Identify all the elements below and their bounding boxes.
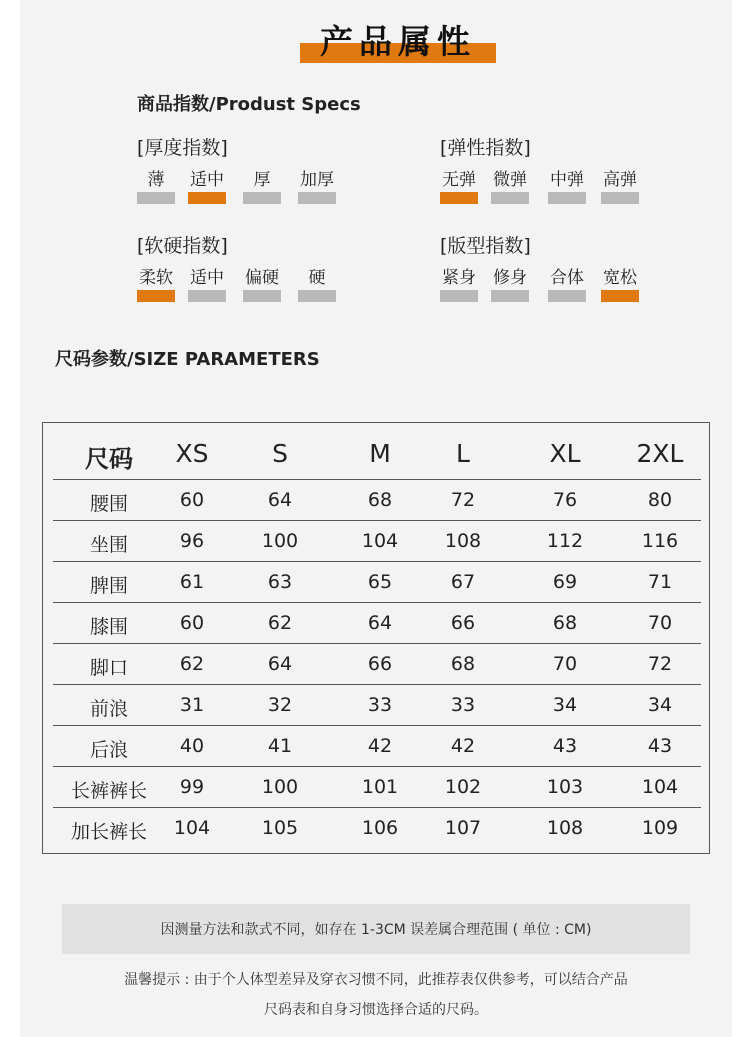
table-cell: 102 — [444, 776, 482, 798]
table-cell: 101 — [361, 776, 399, 798]
table-cell: 69 — [552, 571, 578, 593]
table-cell: 109 — [641, 817, 679, 839]
table-cell: 99 — [179, 776, 205, 798]
index-title: [版型指数] — [440, 235, 531, 257]
table-cell: 106 — [361, 817, 399, 839]
size-column-header: L — [456, 439, 470, 468]
index-bar — [243, 192, 281, 204]
table-cell: 66 — [450, 612, 476, 634]
table-divider — [53, 602, 701, 603]
index-option: 微弹 — [493, 170, 527, 190]
table-divider — [53, 479, 701, 480]
table-cell: 60 — [179, 612, 205, 634]
table-cell: 68 — [367, 489, 393, 511]
size-table — [42, 422, 710, 854]
index-bar-selected — [188, 192, 226, 204]
row-label: 脾围 — [89, 575, 128, 597]
table-cell: 43 — [647, 735, 673, 757]
specs-heading: 商品指数/Produst Specs — [137, 94, 361, 115]
table-cell: 72 — [450, 489, 476, 511]
index-bar-selected — [137, 290, 175, 302]
table-cell: 33 — [367, 694, 393, 716]
table-cell: 62 — [179, 653, 205, 675]
table-cell: 105 — [261, 817, 299, 839]
table-divider — [53, 561, 701, 562]
table-cell: 108 — [444, 530, 482, 552]
index-bar — [601, 192, 639, 204]
row-label: 脚口 — [89, 657, 128, 679]
row-label: 腰围 — [89, 493, 128, 515]
index-option: 中弹 — [550, 170, 584, 190]
size-heading: 尺码参数/SIZE PARAMETERS — [55, 349, 320, 370]
table-cell: 63 — [267, 571, 293, 593]
index-option: 无弹 — [442, 170, 476, 190]
table-divider — [53, 807, 701, 808]
index-option: 宽松 — [603, 268, 637, 288]
index-title: [厚度指数] — [137, 137, 228, 159]
table-cell: 108 — [546, 817, 584, 839]
size-column-header: M — [369, 439, 391, 468]
table-cell: 116 — [641, 530, 679, 552]
table-cell: 32 — [267, 694, 293, 716]
index-bar — [243, 290, 281, 302]
index-option: 薄 — [147, 170, 165, 190]
size-column-header: S — [272, 439, 288, 468]
table-cell: 42 — [367, 735, 393, 757]
table-cell: 70 — [552, 653, 578, 675]
table-cell: 64 — [267, 489, 293, 511]
index-option: 修身 — [493, 268, 527, 288]
index-bar — [137, 192, 175, 204]
page-title: 产品属性 — [320, 22, 476, 61]
index-bar-selected — [440, 192, 478, 204]
table-cell: 103 — [546, 776, 584, 798]
table-cell: 76 — [552, 489, 578, 511]
index-option: 适中 — [190, 170, 224, 190]
table-corner-label: 尺码 — [85, 445, 133, 473]
table-cell: 104 — [173, 817, 211, 839]
table-cell: 65 — [367, 571, 393, 593]
size-column-header: XL — [549, 439, 581, 468]
index-title: [软硬指数] — [137, 235, 228, 257]
table-cell: 31 — [179, 694, 205, 716]
index-option: 柔软 — [139, 268, 173, 288]
index-option: 紧身 — [442, 268, 476, 288]
index-option: 高弹 — [603, 170, 637, 190]
row-label: 长裤裤长 — [70, 780, 147, 802]
table-cell: 96 — [179, 530, 205, 552]
index-bar — [298, 290, 336, 302]
index-title: [弹性指数] — [440, 137, 531, 159]
index-option: 适中 — [190, 268, 224, 288]
row-label: 后浪 — [89, 739, 128, 761]
table-cell: 107 — [444, 817, 482, 839]
index-option: 硬 — [308, 268, 326, 288]
table-cell: 112 — [546, 530, 584, 552]
index-bar — [298, 192, 336, 204]
table-cell: 61 — [179, 571, 205, 593]
index-option: 合体 — [550, 268, 584, 288]
index-bar — [491, 290, 529, 302]
table-cell: 71 — [647, 571, 673, 593]
row-label: 加长裤长 — [70, 821, 147, 843]
table-divider — [53, 520, 701, 521]
index-bar — [548, 290, 586, 302]
table-cell: 70 — [647, 612, 673, 634]
table-cell: 100 — [261, 530, 299, 552]
row-label: 前浪 — [89, 698, 128, 720]
table-cell: 41 — [267, 735, 293, 757]
index-bar — [548, 192, 586, 204]
table-cell: 62 — [267, 612, 293, 634]
table-cell: 60 — [179, 489, 205, 511]
table-cell: 66 — [367, 653, 393, 675]
tip-line-1: 温馨提示 : 由于个人体型差异及穿衣习惯不同，此推荐表仅供参考，可以结合产品 — [124, 972, 628, 988]
table-cell: 34 — [647, 694, 673, 716]
table-cell: 67 — [450, 571, 476, 593]
measurement-note: 因测量方法和款式不同，如存在 1-3CM 误差属合理范围 ( 单位 : CM) — [160, 922, 592, 938]
index-bar — [491, 192, 529, 204]
table-cell: 68 — [450, 653, 476, 675]
size-column-header: 2XL — [636, 439, 684, 468]
index-option: 加厚 — [300, 170, 334, 190]
table-cell: 40 — [179, 735, 205, 757]
table-divider — [53, 643, 701, 644]
table-cell: 100 — [261, 776, 299, 798]
table-cell: 104 — [641, 776, 679, 798]
table-cell: 80 — [647, 489, 673, 511]
row-label: 坐围 — [89, 534, 128, 556]
index-bar — [188, 290, 226, 302]
size-column-header: XS — [175, 439, 209, 468]
table-divider — [53, 725, 701, 726]
tip-line-2: 尺码表和自身习惯选择合适的尺码。 — [264, 1002, 488, 1018]
index-option: 厚 — [253, 170, 271, 190]
table-cell: 72 — [647, 653, 673, 675]
table-cell: 104 — [361, 530, 399, 552]
table-cell: 64 — [367, 612, 393, 634]
table-cell: 68 — [552, 612, 578, 634]
table-divider — [53, 684, 701, 685]
index-bar — [440, 290, 478, 302]
table-cell: 43 — [552, 735, 578, 757]
row-label: 膝围 — [89, 616, 128, 638]
table-cell: 64 — [267, 653, 293, 675]
table-cell: 42 — [450, 735, 476, 757]
index-bar-selected — [601, 290, 639, 302]
table-cell: 34 — [552, 694, 578, 716]
table-divider — [53, 766, 701, 767]
index-option: 偏硬 — [245, 268, 279, 288]
table-cell: 33 — [450, 694, 476, 716]
